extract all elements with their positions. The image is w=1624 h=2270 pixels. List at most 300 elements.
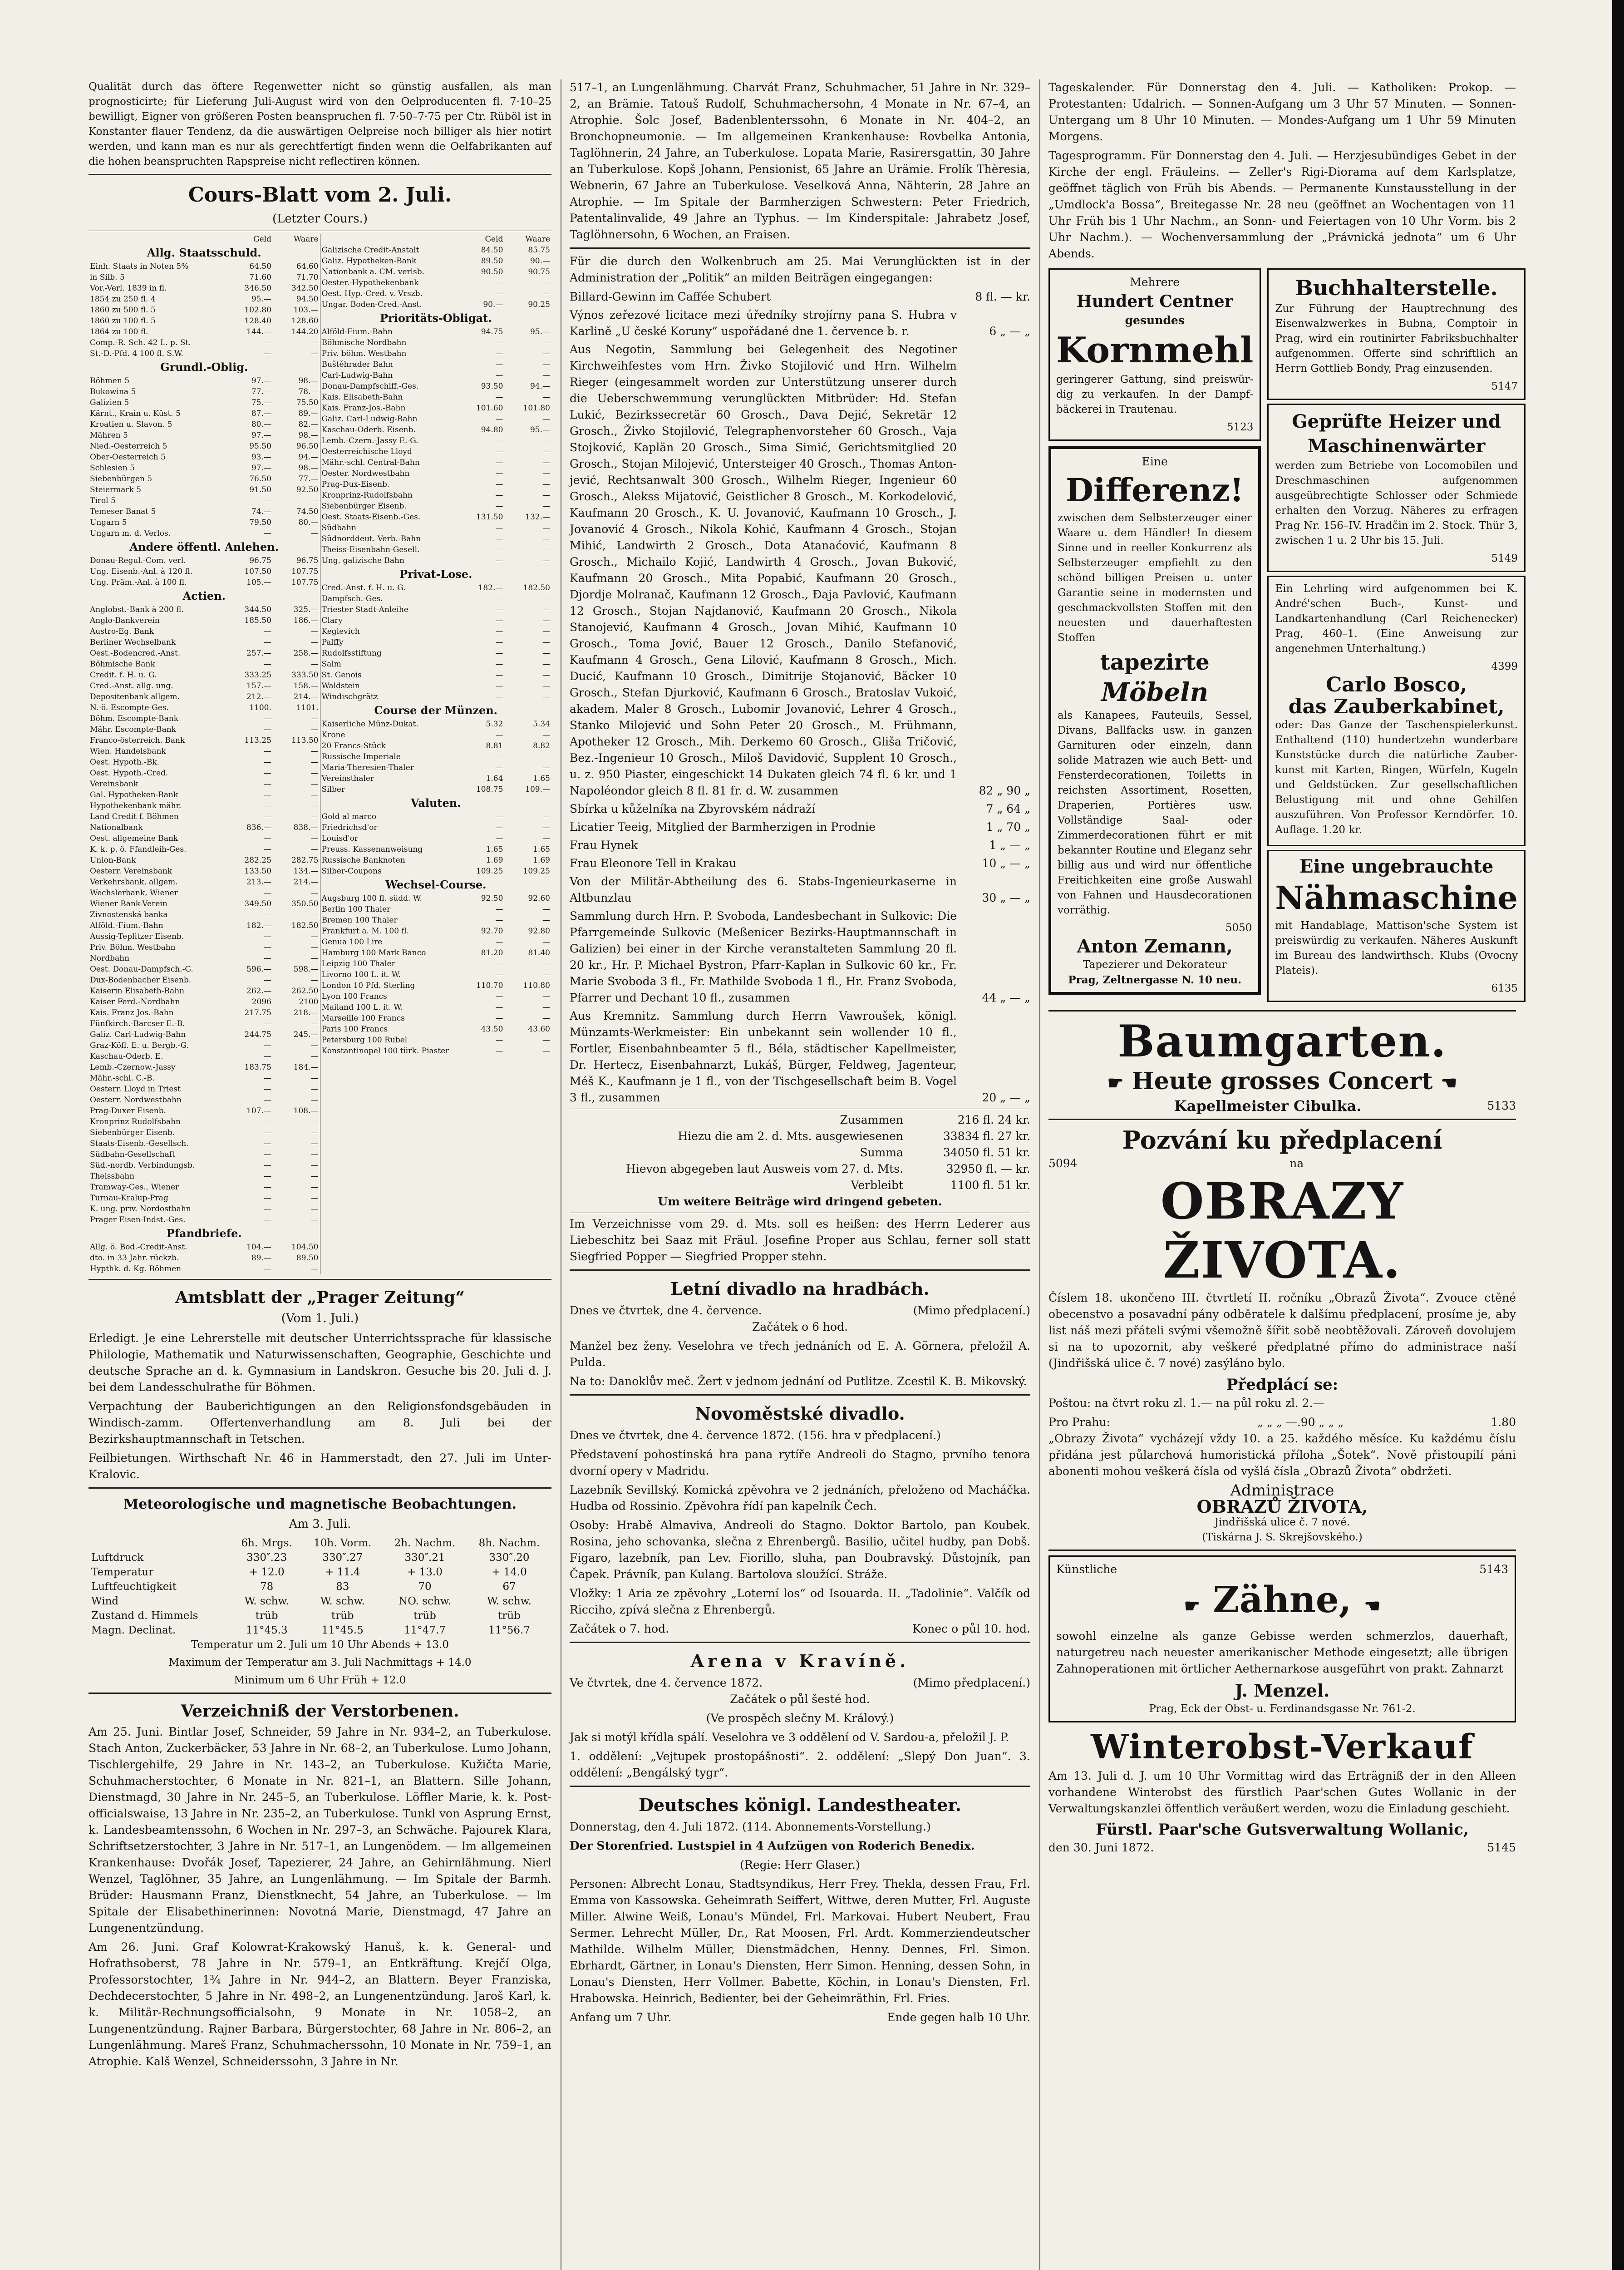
kurs-security-name: Bukowina 5 (90, 387, 136, 396)
kurs-row (89, 942, 320, 953)
kurs-section-title: Prioritäts-Obligat. (380, 311, 492, 325)
kurs-geld: 244.75 (244, 1030, 271, 1039)
meteo-note: Minimum um 6 Uhr Früh + 12.0 (234, 1674, 406, 1686)
kurs-waare: 74.50 (296, 507, 319, 516)
kurs-geld: 80.— (251, 420, 271, 429)
sum-label: Summa (860, 1146, 903, 1159)
donation-amount: 10 „ — „ (982, 857, 1030, 870)
kurs-row (320, 719, 552, 730)
kurs-security-name: Oest. Staats-Eisenb.-Ges. (321, 513, 421, 522)
kurs-row (320, 299, 552, 310)
kurs-waare: 109.25 (523, 867, 550, 876)
kurs-geld: — (495, 491, 503, 500)
kurs-security-name: Berliner Wechselbank (90, 638, 176, 647)
ad-number: 5133 (1487, 1099, 1516, 1112)
kurs-security-name: Fünfkirch.-Barcser E.-B. (90, 1019, 185, 1028)
kurs-row (320, 1013, 552, 1024)
kurs-security-name: Priv. Böhm. Westbahn (90, 943, 176, 952)
kurs-row (89, 474, 320, 484)
kurs-waare: — (542, 660, 550, 669)
ad-number: 5145 (1487, 1841, 1516, 1854)
kurs-geld: — (495, 616, 503, 625)
donation-text: Aus Negotin, Sammlung bei Gelegenheit des Negotiner Kirchweihfestes vom Hrn. Živko Stojilović und Hrn. Wilhelm Rieger (eingesammelt worden zur Unterstützung unserer durch die Ueberschwemmung verunglückten Mitbrüder: Hd. Stefan Lukić, Bezirkssecretär 60 Grosch., Dava Dejić, Sekretär 12 Grosch., Živko Stojilović, Telegraphenvorsteher 60 Grosch., Vaja Stojković, Kaplän 20 Grosch., Sima Simić, Gerichtsmitglied 20 Grosch., Stojan Milojević, Untersteiger 40 Grosch., Thomas Antonjević, Rechtsanwalt 300 Grosch., Wilhelm Rieger, Ingenieur 60 Grosch., Alekss Mijatović, Geistlicher 8 Grosch., M. Korkodelović, Kaufmann 20 Grosch., K. U. Jovanović, Kaufmann 10 Grosch., J. Jovanović 4 Grosch., Nikola Kohić, Kaufmann 4 Grosch., Stojan Mihić, Landwirth 2 Grosch., Dota Atanaćović, Kaufmann 8 Grosch., Michailo Kojić, Landwirth 4 Grosch., Jovan Buković, Kaufmann 20 Grosch., Mita Popabić, Kaufmann 20 Grosch., Djordje Molranač, Kaufmann 12 Grosch., Đaja Pavlović, Kaufmann 12 Grosch., Stojan Najdanović, Kaufmann 20 Grosch., Nikola Stanojević, Kaufmann 4 Grosch., Jovan Mihić, Kaufmann 10 Grosch., Toma Jović, Bauer 12 Grosch., Danilo Stefanović, Kaufmann 4 Grosch., Gena Lilović, Kaufmann 8 Grosch., Mich. Ducić, Kaufmann 10 Grosch., Dimitrije Stojanović, Bäcker 10 Grosch., Stefan Djurković, Kaufmann 6 Grosch., Bratoslav Vukoić, akadem. Maler 8 Grosch., Lubomir Jovanović, Lehrer 4 Grosch., Stanko Milojević und Sohn Peter 20 Grosch., M. Frühmann, Apotheker 12 Grosch., Mih. Derkemo 60 Grosch., Gliša Tričović, Bez.-Ingenieur 10 Grosch., Miloš Davidović, Supplent 10 Grosch., u. z. 950 Piaster, eingeschickt 14 Dukaten gleich 74 fl. 6 kr. und 1 Napoléondor gleich 8 fl. 81 fr. d. W. zusammen (570, 343, 957, 797)
kurs-geld: — (263, 1150, 271, 1159)
kurs-waare: 1.69 (533, 856, 550, 865)
kurs-waare: 104.50 (291, 1243, 319, 1252)
meteo-header-cell (89, 1536, 231, 1550)
sum-amount: 34050 fl. 51 kr. (943, 1146, 1030, 1159)
kurs-security-name: Silber-Coupons (321, 867, 382, 876)
kurs-waare: — (310, 529, 319, 538)
nove-date: Dnes ve čtvrtek, dne 4. července 1872. (156. hra v předplacení.) (570, 1429, 941, 1442)
sum-label: Hievon abgegeben laut Ausweis vom 27. d. Mts. (626, 1162, 903, 1175)
divider (1048, 1550, 1516, 1551)
kurs-geld: — (263, 529, 271, 538)
kurs-geld: — (263, 627, 271, 636)
bosco-name: Carlo Bosco, (1326, 673, 1467, 696)
kurs-row (89, 261, 320, 272)
kurs-waare: — (542, 491, 550, 500)
nove-guest: Představení pohostinská hra pana rytíře Andreoli do Stagno, prvního tenora dvorní opery v Madridu. (570, 1448, 1030, 1477)
kurs-geld: — (263, 1019, 271, 1028)
kurs-row (89, 506, 320, 517)
kurs-geld: 74.— (251, 507, 271, 516)
kurs-security-name: Augsburg 100 fl. südd. W. (321, 894, 422, 903)
kurs-row (89, 294, 320, 305)
kurs-row (89, 528, 320, 539)
verstorben-title: Verzeichniß der Verstorbenen. (181, 1702, 459, 1721)
obrazy-na-row (1048, 1155, 1516, 1172)
sum-row (570, 1177, 1030, 1194)
kurs-row (89, 1253, 320, 1263)
kurs-waare: 82.— (298, 420, 319, 429)
naehmaschine-text: mit Handablage, Mattison'sche System ist preiswürdig zu verkaufen. Näheres Auskunft im Bureau des landwirthsch. Klubs (Ovocny Plateis). (1275, 920, 1518, 977)
kurs-geld: — (495, 278, 503, 287)
kurs-waare: 8.82 (533, 741, 550, 750)
sum-row (570, 1112, 1030, 1128)
baumgarten-concert (1048, 1067, 1516, 1098)
deutsch-regie: (Regie: Herr Glaser.) (740, 1858, 860, 1871)
kurs-geld: — (495, 594, 503, 603)
pointing-hand-icon: ☚ (1441, 1072, 1457, 1094)
kurs-waare: — (542, 730, 550, 740)
kurs-geld: — (263, 1215, 271, 1224)
meteo-cell: trüb (413, 1610, 436, 1622)
kurs-row (89, 495, 320, 506)
kurs-waare: 96.50 (296, 442, 319, 451)
kurs-security-name: Depositenbank allgem. (90, 692, 180, 701)
kurs-waare: — (310, 1096, 319, 1105)
kurs-security-name: Wien. Handelsbank (90, 747, 166, 756)
kurs-waare: 342.50 (291, 284, 319, 293)
kurs-geld: 282.25 (244, 856, 271, 865)
kurs-waare: — (310, 1150, 319, 1159)
kurs-geld: 77.— (251, 387, 271, 396)
kurs-security-name: Siebenbürgen 5 (90, 474, 153, 484)
kurs-security-name: Siebenbürger Eisenb. (90, 1128, 175, 1137)
kurs-security-name: Turnau-Kralup-Prag (90, 1194, 168, 1203)
kurs-geld: 76.50 (249, 474, 271, 484)
kurs-row (320, 479, 552, 490)
kurs-row (89, 800, 320, 811)
kurs-waare: 282.75 (291, 856, 319, 865)
ad-kornmehl (1048, 265, 1261, 1006)
kurs-security-name: Ung. galizische Bahn (321, 556, 404, 565)
kurs-geld: — (263, 834, 271, 843)
zaehne-headline-text: Zähne, (1213, 1578, 1352, 1621)
kurs-security-name: Salm (321, 660, 341, 669)
kurs-waare: 94.— (298, 453, 319, 462)
pointing-hand-icon: ☛ (1107, 1072, 1124, 1094)
kurs-security-name: Marseille 100 Francs (321, 1014, 405, 1023)
kurs-security-name: Oest. Donau-Dampfsch.-G. (90, 965, 193, 974)
kurs-security-name: Land Credit f. Böhmen (90, 812, 179, 821)
kurs-waare: 75.50 (296, 398, 319, 407)
kurs-geld: 344.50 (244, 605, 271, 614)
kurs-section-row (89, 1225, 320, 1242)
kurs-geld: — (263, 976, 271, 985)
kurs-waare: 1.65 (533, 845, 550, 854)
kurs-row (89, 408, 320, 419)
pointing-hand-icon: ☛ (1184, 1595, 1201, 1617)
kurs-row (320, 446, 552, 457)
obrazy-ulice: Jindřišská ulice č. 7 nové. (1214, 1516, 1350, 1528)
kurs-waare: 95.— (530, 425, 550, 434)
kurs-waare: 218.— (293, 1008, 319, 1017)
nove-play: Lazebník Sevillský. Komická zpěvohra ve 2 jednáních, přeloženo od Macháčka. Hudba od Rossinio. Zpěvohra řídí pan kapelník Čech. (570, 1483, 1030, 1513)
kurs-geld: — (263, 747, 271, 756)
meteo-cell: 11°47.7 (404, 1624, 446, 1636)
kurs-section-row (89, 588, 320, 604)
ad-number: 5050 (1225, 922, 1252, 934)
kurs-row (89, 735, 320, 746)
kurs-geld: 213.— (246, 878, 271, 887)
meteo-note: Maximum der Temperatur am 3. Juli Nachmittags + 14.0 (168, 1657, 472, 1668)
kurs-row (89, 1062, 320, 1073)
kurs-security-name: Oesterr. Vereinsbank (90, 867, 172, 876)
meteo-title: Meteorologische und magnetische Beobachtungen. (123, 1496, 517, 1512)
donation-text: Výnos zeřezové licitace mezi úředníky strojírny pana S. Hubra v Karlině „U české Koruny“ uspořádané dne 1. července b. r. (570, 308, 957, 338)
meteo-cell: 67 (502, 1581, 516, 1593)
meteo-cell: W. schw. (320, 1595, 365, 1607)
kurs-header-geld: Geld (253, 235, 271, 244)
kurs-row (320, 926, 552, 937)
kurs-row (89, 702, 320, 713)
baumgarten-title: Baumgarten. (1117, 1016, 1447, 1067)
kurs-geld: 836.— (246, 823, 271, 832)
kurs-waare: 186.— (293, 616, 319, 625)
kurs-waare: 5.34 (533, 720, 550, 729)
meteo-cell: Luftdruck (91, 1552, 144, 1564)
kurs-security-name: Franco-österreich. Bank (90, 736, 185, 745)
sum-label: Verbleibt (851, 1179, 903, 1192)
kurs-geld: — (263, 812, 271, 821)
donation-text: Sbírka u kůželníka na Zbyrovském nádraží (570, 802, 816, 815)
zaehne-name: J. Menzel. (1235, 1680, 1330, 1701)
column-right (1039, 79, 1516, 2270)
kurs-waare: 108.— (293, 1106, 319, 1115)
kurs-waare: — (542, 1003, 550, 1012)
kurs-row (89, 833, 320, 844)
differenz-tapez: tapezirte (1100, 650, 1210, 675)
kurs-waare: — (310, 954, 319, 963)
kurs-waare: 107.75 (291, 578, 319, 587)
kurs-geld: — (263, 660, 271, 669)
kurs-row (89, 877, 320, 888)
kurs-security-name: Cred.-Anst. allg. ung. (90, 681, 173, 691)
divider (89, 1693, 551, 1694)
meteo-row (89, 1623, 551, 1638)
kurs-geld: — (263, 496, 271, 505)
kurs-geld: 89.50 (481, 257, 503, 266)
kurs-waare: 110.80 (523, 981, 550, 990)
kurs-security-name: Palffy (321, 638, 344, 647)
kurs-geld: 93.50 (481, 382, 503, 391)
kurs-geld: — (495, 730, 503, 740)
kurs-geld: — (495, 534, 503, 543)
kurs-geld: 95.50 (249, 442, 271, 451)
donation-item (570, 873, 1030, 906)
divider (570, 1269, 1030, 1271)
kurs-row (320, 555, 552, 566)
kurs-security-name: Theissbahn (90, 1172, 135, 1181)
meteo-note: Temperatur um 2. Juli um 10 Uhr Abends + 13.0 (191, 1639, 449, 1651)
kurs-header-geld: Geld (485, 235, 503, 244)
kurs-security-name: Dux-Bodenbacher Eisenb. (90, 976, 192, 985)
kurs-geld: 84.50 (481, 246, 503, 255)
kurs-waare: — (310, 1161, 319, 1170)
kurs-security-name: St.-D.-Pfd. 4 100 fl. S.W. (90, 349, 183, 358)
kurs-waare: — (542, 812, 550, 821)
kornmehl-gesund: gesundes (1125, 314, 1185, 327)
kurs-row (320, 490, 552, 501)
kurs-security-name: Temeser Banat 5 (90, 507, 156, 516)
meteo-row (89, 1594, 551, 1609)
kurs-waare: — (310, 943, 319, 952)
kurs-geld: — (495, 360, 503, 369)
kurs-waare: — (542, 360, 550, 369)
kurs-security-name: Oest. allgemeine Bank (90, 834, 178, 843)
kurs-security-name: Ungar. Boden-Cred.-Anst. (321, 300, 422, 309)
kurs-waare: 90.75 (528, 267, 550, 276)
kurs-section-row (320, 702, 552, 719)
kurs-geld: — (495, 502, 503, 511)
kurs-section-title: Pfandbriefe. (166, 1227, 242, 1240)
kurs-row (89, 316, 320, 326)
kurs-waare: 144.20 (291, 327, 319, 336)
kurs-security-name: Kais. Franz-Jos.-Bahn (321, 404, 406, 413)
kurs-row (320, 457, 552, 468)
kurs-row (320, 947, 552, 958)
kurs-row (320, 512, 552, 523)
kurs-geld: — (495, 834, 503, 843)
deutsch-date: Donnerstag, den 4. Juli 1872. (114. Abonnements-Vorstellung.) (570, 1820, 931, 1833)
kurs-security-name: 1854 zu 250 fl. 4 (90, 295, 156, 304)
kurs-security-name: 1860 zu 100 fl. 5 (90, 316, 156, 326)
kurs-security-name: Wechslerbank, Wiener (90, 888, 178, 898)
kurs-waare: — (310, 1041, 319, 1050)
kurs-geld: — (263, 1096, 271, 1105)
kurs-row (89, 1242, 320, 1253)
kurs-row (89, 909, 320, 920)
kurs-geld: 596.— (246, 965, 271, 974)
kurs-security-name: Verkehrsbank, allgem. (90, 878, 178, 887)
kurs-row (320, 893, 552, 904)
kurs-row (320, 626, 552, 637)
differenz-eine: Eine (1142, 455, 1168, 468)
kurs-geld: — (495, 523, 503, 533)
kurs-security-name: Cred.-Anst. f. H. u. G. (321, 583, 406, 592)
donation-amount: 1 „ — „ (989, 839, 1030, 852)
arena-title: Arena v Kravíně. (690, 1651, 910, 1671)
kurs-row (89, 1160, 320, 1171)
kurs-waare: 94.50 (296, 295, 319, 304)
kurs-waare: 109.— (525, 785, 550, 794)
kurs-waare: — (310, 845, 319, 854)
kurs-security-name: Galiz. Carl-Ludwig-Bahn (321, 415, 418, 424)
kurs-waare: — (310, 1139, 319, 1148)
kurs-security-name: Steiermark 5 (90, 485, 142, 494)
kurs-geld: — (263, 801, 271, 810)
kurs-geld: — (263, 943, 271, 952)
kurs-waare: 333.50 (291, 671, 319, 680)
kurs-waare: — (310, 1204, 319, 1214)
kurs-waare: — (542, 480, 550, 489)
kurs-waare: — (310, 758, 319, 767)
kurs-row (320, 403, 552, 414)
kurs-security-name: Windischgrätz (321, 692, 378, 701)
meteo-cell: 330″.23 (246, 1552, 287, 1564)
wolkenbruch-intro: Für die durch den Wolkenbruch am 25. Mai Verunglückten ist in der Administration der „Politik“ an milden Beiträgen eingegangen: (570, 255, 1030, 284)
kurs-geld: 1.69 (486, 856, 503, 865)
kurs-geld: — (263, 1128, 271, 1137)
kurs-waare: 134.— (293, 867, 319, 876)
kurs-geld: — (263, 1139, 271, 1148)
arena-start: Začátek o půl šesté hod. (730, 1693, 870, 1706)
divider (1048, 1119, 1516, 1120)
kurs-security-name: Hypthk. d. Kg. Böhmen (90, 1264, 182, 1273)
kurs-security-name: Kaschau-Oderb. E. (90, 1052, 163, 1061)
kurs-geld: 185.50 (244, 616, 271, 625)
kurs-title: Cours-Blatt vom 2. Juli. (188, 183, 452, 207)
winterobst-title: Winterobst-Verkauf (1091, 1727, 1474, 1767)
obrazy-posta: Poštou: na čtvrt roku zl. 1.— na půl roku zl. 2.— (1048, 1397, 1324, 1410)
kurs-table-left (89, 234, 320, 1274)
kurs-row (89, 555, 320, 566)
kurs-geld: — (495, 752, 503, 761)
kurs-waare: — (542, 834, 550, 843)
meteo-cell: 11°45.5 (321, 1624, 364, 1636)
winterobst-footer (1048, 1840, 1516, 1856)
arena-date: Ve čtvrtek, dne 4. července 1872. (570, 1676, 763, 1689)
kurs-geld: 93.— (251, 453, 271, 462)
kurs-security-name: Wiener Bank-Verein (90, 899, 167, 908)
arena-acts: 1. oddělení: „Vejtupek prostopášnosti“. 2. oddělení: „Slepý Don Juan“. 3. oddělení: „Bengálský tygr“. (570, 1750, 1030, 1779)
kurs-row (320, 681, 552, 691)
deutsch-start: Anfang um 7 Uhr. (570, 2011, 672, 2024)
kurs-geld: 87.— (251, 409, 271, 418)
kurs-row (320, 822, 552, 833)
kurs-geld: 75.— (251, 398, 271, 407)
kurs-geld: 182.— (478, 583, 503, 592)
kurs-geld: — (495, 627, 503, 636)
kurs-section-row (89, 359, 320, 375)
kurs-row (320, 691, 552, 702)
sum-amount: 216 fl. 24 kr. (957, 1113, 1030, 1126)
kurs-geld: 262.— (246, 987, 271, 996)
obrazy-admin-2: OBRAZŮ ŽIVOTA, (1196, 1496, 1368, 1517)
kurs-row (320, 245, 552, 256)
kurs-row (320, 435, 552, 446)
kurs-waare: — (542, 1014, 550, 1023)
kurs-geld: — (495, 1003, 503, 1012)
zaehne-address: Prag, Eck der Obst- u. Ferdinandsgasse Nr. 761-2. (1149, 1703, 1416, 1715)
kurs-security-name: Ung. Eisenb.-Anl. à 120 fl. (90, 567, 193, 576)
kurs-security-name: Tirol 5 (90, 496, 116, 505)
kurs-row (89, 779, 320, 790)
kurs-waare: — (310, 349, 319, 358)
kurs-geld: — (263, 780, 271, 789)
sum-row (570, 1161, 1030, 1177)
kurs-geld: — (263, 1052, 271, 1061)
kornmehl-mehrere: Mehrere (1130, 276, 1180, 289)
kurs-header-row (89, 234, 320, 245)
kurs-security-name: Buštěhrader Bahn (321, 360, 393, 369)
kurs-waare: — (542, 523, 550, 533)
kurs-waare: 77.— (298, 474, 319, 484)
obrazy-admin: Administrace (1230, 1481, 1334, 1500)
donation-amount: 20 „ — „ (982, 1091, 1030, 1104)
amtsblatt-title: Amtsblatt der „Prager Zeitung“ (175, 1288, 465, 1307)
kurs-geld: — (263, 638, 271, 647)
kurs-security-name: Oest. Hyp.-Cred. v. Vrszb. (321, 289, 423, 298)
kurs-geld: — (495, 458, 503, 467)
kurs-geld: 92.50 (481, 894, 503, 903)
kurs-header-waare: Waare (294, 235, 319, 244)
kurs-row (320, 784, 552, 795)
donation-item (570, 1008, 1030, 1106)
market-report-text: Qualität durch das öftere Regenwetter nicht so günstig ausfallen, als man prognosticirte; für Lieferung Juli-August wird von den Oelproducenten fl. 7·10–25 bewilligt, Eigner von größeren Posten beanspruchen fl. 7·50–7·75 per Ctr. Rüböl ist in Konstanter flauer Tendenz, da die auswärtigen Oelpreise noch billiger als hier notirt werden, und kann man es nur als gerechtfertigt finden wenn die Oelfabrikanten auf die hohen beanspruchten Rapspreise nicht reflectiren können. (89, 81, 551, 168)
letni-second-play: Na to: Danoklův meč. Žert v jednom jednání od Putlitze. Zcestil K. B. Mikovský. (570, 1375, 1027, 1388)
kurs-waare: — (542, 916, 550, 925)
ad-number: 5143 (1479, 1563, 1508, 1576)
differenz-text: zwischen dem Selbsterzeuger einer Waare u. dem Händler! In diesem Sinne und in reeller Konkurrenz als Selbsterzeuger empfiehlt zu den schönd billigen Preisen u. unter Garantie seine in modernsten und geschmackvollsten Stoffen mit den neuesten und dauerhaftesten Stoffen (1058, 512, 1252, 644)
ad-number: 5094 (1048, 1157, 1078, 1170)
kurs-waare: — (310, 1183, 319, 1192)
kurs-row (320, 604, 552, 615)
kurs-geld: 94.75 (481, 327, 503, 336)
kurs-row (89, 713, 320, 724)
kurs-security-name: Friedrichsd'or (321, 823, 378, 832)
kurs-geld: — (495, 763, 503, 772)
kurs-security-name: Oesterreichische Lloyd (321, 447, 412, 456)
sum-row (570, 1145, 1030, 1161)
kurs-row (89, 441, 320, 452)
kurs-geld: — (495, 660, 503, 669)
kurs-row (89, 1182, 320, 1193)
kurs-waare: — (542, 616, 550, 625)
kurs-security-name: Credit. f. H. u. G. (90, 671, 157, 680)
kurs-geld: — (263, 932, 271, 941)
kurs-security-name: Paris 100 Francs (321, 1025, 388, 1034)
kurs-geld: 113.25 (244, 736, 271, 745)
kurs-waare: — (542, 594, 550, 603)
kurs-row (320, 381, 552, 392)
kurs-geld: — (495, 938, 503, 947)
kurs-geld: — (263, 910, 271, 919)
kurs-geld: 110.70 (476, 981, 503, 990)
verstorben-paragraph: Am 26. Juni. Graf Kolowrat-Krakowský Hanuš, k. k. General- und Hofrathsoberst, 78 Jahre in Nr. 579–1, an Entkräftung. Krejčí Olga, Professorstochter, 1¾ Jahre in Nr. 944–2, an Blattern. Beyer Franziska, Dechdecerstochter, 5 Jahre in Nr. 498–2, an Lungenentzündung. Jaroš Karl, k. k. Militär-Rechnungsofficialsohn, 9 Monate in Nr. 1058–2, an Lungenentzündung. Rajner Barbara, Bürgerstochter, 68 Jahre in Nr. 806–2, an Lungenlähmung. Mareš Franz, Schuhmacherssohn, 10 Monate in Nr. 759–1, an Atrophie. Kalš Wenzel, Schneiderssohn, 3 Jahre in Nr. (89, 1940, 551, 2068)
